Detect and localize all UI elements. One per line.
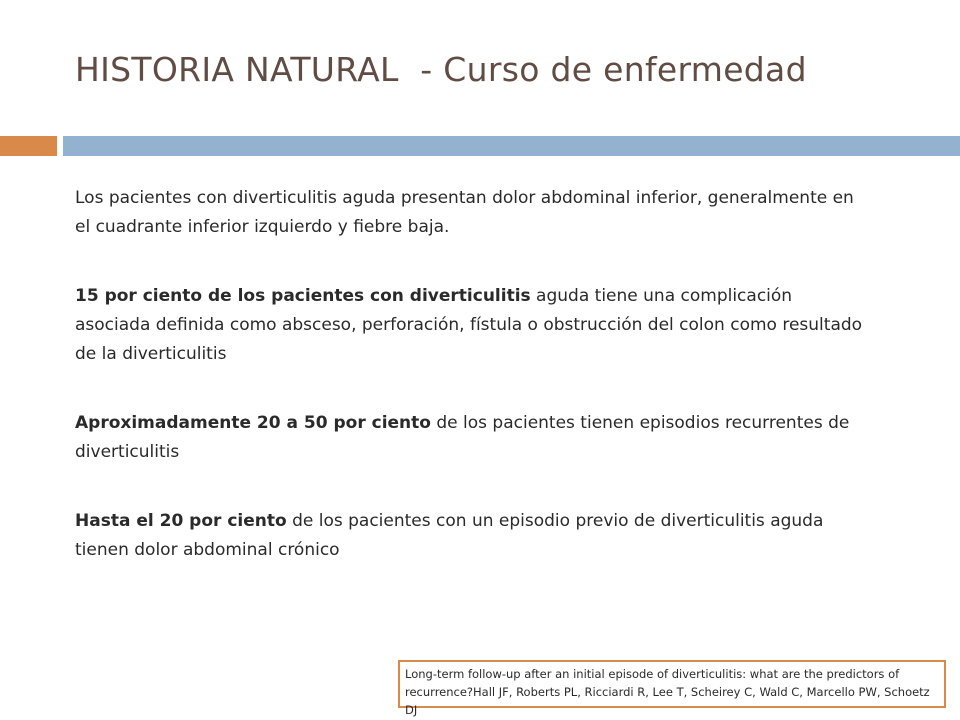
- paragraph-symptoms-text: Los pacientes con diverticulitis aguda presentan dolor abdominal inferior, generalmente en el cuadrante inferior izquierdo y fiebre baja.: [75, 188, 854, 237]
- paragraph-recurrence: [75, 409, 865, 467]
- paragraph-recurrence-emphasis: Aproximadamente 20 a 50 por ciento: [75, 413, 431, 433]
- paragraph-complications: [75, 282, 865, 369]
- paragraph-chronic-pain-emphasis: Hasta el 20 por ciento: [75, 511, 287, 531]
- slide-body: [75, 184, 865, 565]
- paragraph-complications-emphasis: 15 por ciento de los pacientes con diverticulitis: [75, 286, 531, 306]
- paragraph-chronic-pain: [75, 507, 865, 565]
- slide-title: HISTORIA NATURAL - Curso de enfermedad: [75, 50, 807, 89]
- accent-bar-orange: [0, 136, 57, 156]
- paragraph-recurrence-text: de los pacientes tienen episodios recurrentes de diverticulitis: [75, 413, 850, 462]
- accent-bar-blue: [63, 136, 960, 156]
- paragraph-symptoms: [75, 184, 865, 242]
- paragraph-complications-text: aguda tiene una complicación asociada definida como absceso, perforación, fístula o obstrucción del colon como resultado de la diverticulitis: [75, 286, 863, 364]
- paragraph-chronic-pain-text: de los pacientes con un episodio previo de diverticulitis aguda tienen dolor abdominal crónico: [75, 511, 824, 560]
- reference-citation: Long-term follow-up after an initial episode of diverticulitis: what are the predictors of recurrence?Hall JF, Roberts PL, Ricciardi R, Lee T, Scheirey C, Wald C, Marcello PW, Schoetz DJ: [398, 660, 946, 708]
